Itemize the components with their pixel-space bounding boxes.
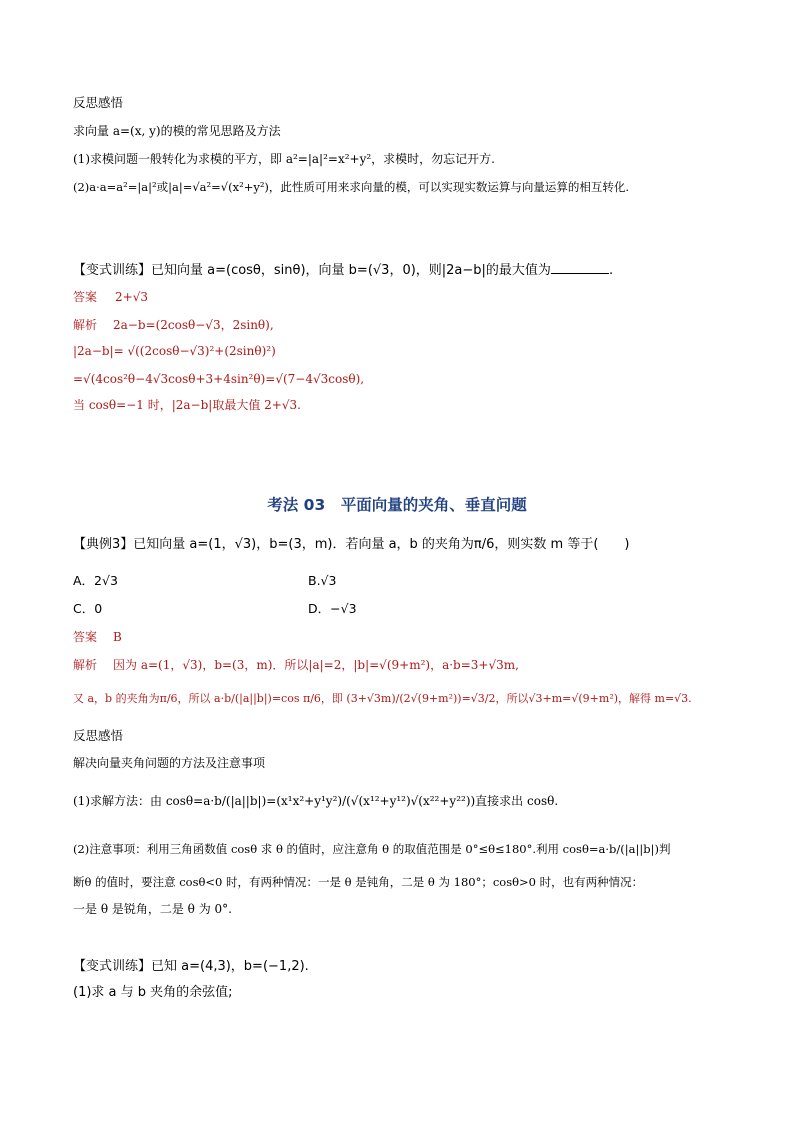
option-b: B.√3 bbox=[308, 573, 337, 588]
reflection-line: 断θ 的值时，要注意 cosθ<0 时，有两种情况：一是 θ 是钝角，二是 θ 为 180°；cosθ>0 时，也有两种情况： bbox=[73, 875, 644, 889]
option-d: D．−√3 bbox=[308, 601, 357, 616]
reflection-heading: 反思感悟 bbox=[73, 728, 124, 743]
analysis-row bbox=[73, 317, 274, 333]
analysis-label: 解析 bbox=[73, 318, 98, 332]
analysis-step: |2a−b|= √((2cosθ−√3)²+(2sinθ)²) bbox=[73, 344, 276, 358]
reflection-line: 求向量 a=(x, y)的模的常见思路及方法 bbox=[73, 124, 281, 138]
analysis-step: 因为 a=(1，√3)，b=(3，m)．所以|a|=2，|b|=√(9+m²)，a·b=3+√3m, bbox=[113, 658, 519, 672]
option-a: A．2√3 bbox=[73, 573, 118, 588]
analysis-label: 解析 bbox=[73, 658, 98, 672]
reflection-line: 解决向量夹角问题的方法及注意事项 bbox=[73, 756, 266, 770]
reflection-line: (2)a·a=a²=|a|²或|a|=√a²=√(x²+y²)，此性质可用来求向量的模，可以实现实数运算与向量运算的相互转化. bbox=[73, 180, 630, 194]
exercise-prompt: 【变式训练】已知 a=(4,3)，b=(−1,2). bbox=[73, 959, 309, 974]
option-c: C．0 bbox=[73, 601, 103, 616]
analysis-step: 2a−b=(2cosθ−√3，2sinθ), bbox=[113, 318, 274, 332]
answer-row bbox=[73, 629, 122, 645]
reflection-heading: 反思感悟 bbox=[73, 95, 124, 110]
reflection-line: (2)注意事项：利用三角函数值 cosθ 求 θ 的值时，应注意角 θ 的取值范围是 0°≤θ≤180°.利用 cosθ=a·b/(|a||b|)判 bbox=[73, 842, 671, 856]
answer-value: 2+√3 bbox=[115, 290, 148, 304]
analysis-row bbox=[73, 657, 519, 673]
reflection-line: 一是 θ 是锐角，二是 θ 为 0°. bbox=[73, 902, 232, 916]
exercise-prompt-end: . bbox=[608, 263, 614, 278]
analysis-step: =√(4cos²θ−4√3cosθ+3+4sin²θ)=√(7−4√3cosθ), bbox=[73, 372, 365, 386]
example-prompt: 【典例3】已知向量 a=(1，√3)，b=(3，m)．若向量 a，b 的夹角为π/6，则实数 m 等于( ) bbox=[73, 537, 630, 552]
answer-blank bbox=[551, 261, 609, 274]
reflection-line: (1)求模问题一般转化为求模的平方，即 a²=|a|²=x²+y²，求模时，勿忘记开方. bbox=[73, 152, 495, 166]
exercise-prompt-text: 【变式训练】已知向量 a=(cosθ，sinθ)，向量 b=(√3，0)，则|2a−b|的最大值为 bbox=[73, 263, 551, 278]
exercise-question: (1)求 a 与 b 夹角的余弦值; bbox=[73, 985, 233, 1000]
analysis-step: 当 cosθ=−1 时，|2a−b|取最大值 2+√3. bbox=[73, 398, 301, 412]
analysis-step: 又 a，b 的夹角为π/6，所以 a·b/(|a||b|)=cos π/6，即 (3+√3m)/(2√(9+m²))=√3/2，所以√3+m=√(9+m²)，解得 m=√3. bbox=[73, 692, 692, 705]
answer-label: 答案 bbox=[73, 630, 98, 644]
reflection-line: (1)求解方法：由 cosθ=a·b/(|a||b|)=(x¹x²+y¹y²)/(√(x¹²+y¹²)√(x²²+y²²))直接求出 cosθ. bbox=[73, 794, 559, 808]
answer-label: 答案 bbox=[73, 290, 98, 304]
answer-row bbox=[73, 289, 148, 305]
section-title: 考法 03 平面向量的夹角、垂直问题 bbox=[267, 496, 527, 514]
answer-value: B bbox=[113, 630, 122, 644]
exercise-prompt bbox=[73, 261, 613, 279]
